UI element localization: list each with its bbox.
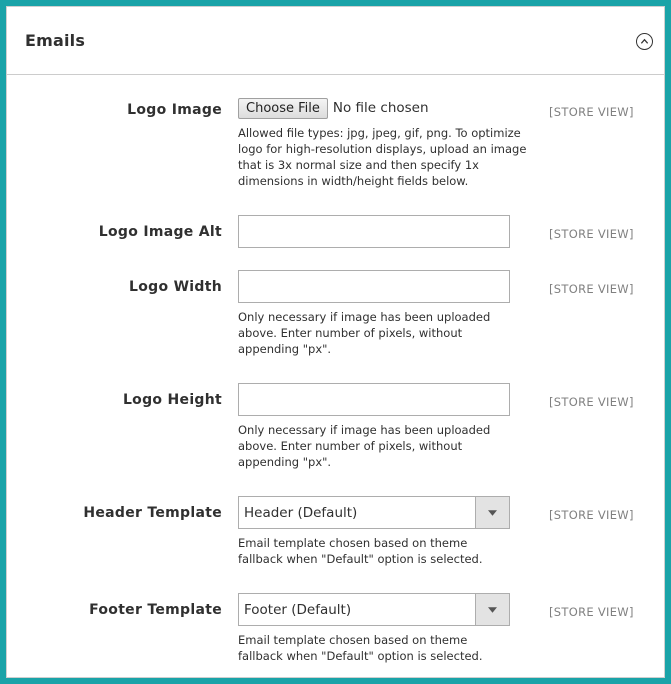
footer-template-note: Email template chosen based on theme fallback when "Default" option is selected. [238, 633, 483, 663]
header-template-dropdown-toggle[interactable] [475, 497, 509, 528]
caret-down-icon [488, 510, 497, 516]
logo-width-input[interactable] [238, 270, 510, 303]
footer-template-select[interactable] [238, 593, 510, 626]
footer-template-dropdown-toggle[interactable] [475, 594, 509, 625]
logo-height-input[interactable] [238, 383, 510, 416]
logo-width-scope: [STORE VIEW] [549, 282, 634, 296]
logo-image-alt-input[interactable] [238, 215, 510, 248]
header-template-label: Header Template [83, 505, 222, 521]
logo-width-note: Only necessary if image has been uploaded above. Enter number of pixels, without appending "px". [238, 310, 491, 356]
section-header[interactable] [7, 7, 664, 75]
logo-image-scope: [STORE VIEW] [549, 105, 634, 119]
logo-image-alt-label: Logo Image Alt [98, 224, 222, 240]
logo-width-label: Logo Width [129, 279, 222, 295]
footer-template-scope: [STORE VIEW] [549, 605, 634, 619]
logo-height-scope: [STORE VIEW] [549, 395, 634, 409]
logo-image-label: Logo Image [127, 102, 222, 118]
emails-config-panel [6, 6, 665, 678]
header-template-select[interactable] [238, 496, 510, 529]
collapse-toggle-button[interactable] [636, 33, 653, 50]
caret-down-icon [488, 607, 497, 613]
header-template-note: Email template chosen based on theme fallback when "Default" option is selected. [238, 536, 483, 566]
logo-height-label: Logo Height [122, 392, 222, 408]
file-status: No file chosen [332, 100, 429, 116]
section-title: Emails [25, 31, 86, 50]
choose-file-button[interactable]: Choose File [238, 98, 328, 119]
footer-template-selected: Footer (Default) [244, 602, 352, 618]
header-template-scope: [STORE VIEW] [549, 508, 634, 522]
logo-image-note: Allowed file types: jpg, jpeg, gif, png. To optimize logo for high-resolution displays, upload an image that is 3x normal size and then specify 1x dimensions in width/height fields below. [238, 126, 527, 188]
logo-height-note: Only necessary if image has been uploaded above. Enter number of pixels, without appending "px". [238, 423, 491, 469]
logo-image-file-input[interactable] [238, 97, 429, 119]
header-template-selected: Header (Default) [244, 505, 358, 521]
footer-template-label: Footer Template [89, 602, 222, 618]
logo-image-alt-scope: [STORE VIEW] [549, 227, 634, 241]
chevron-up-icon [640, 37, 649, 46]
